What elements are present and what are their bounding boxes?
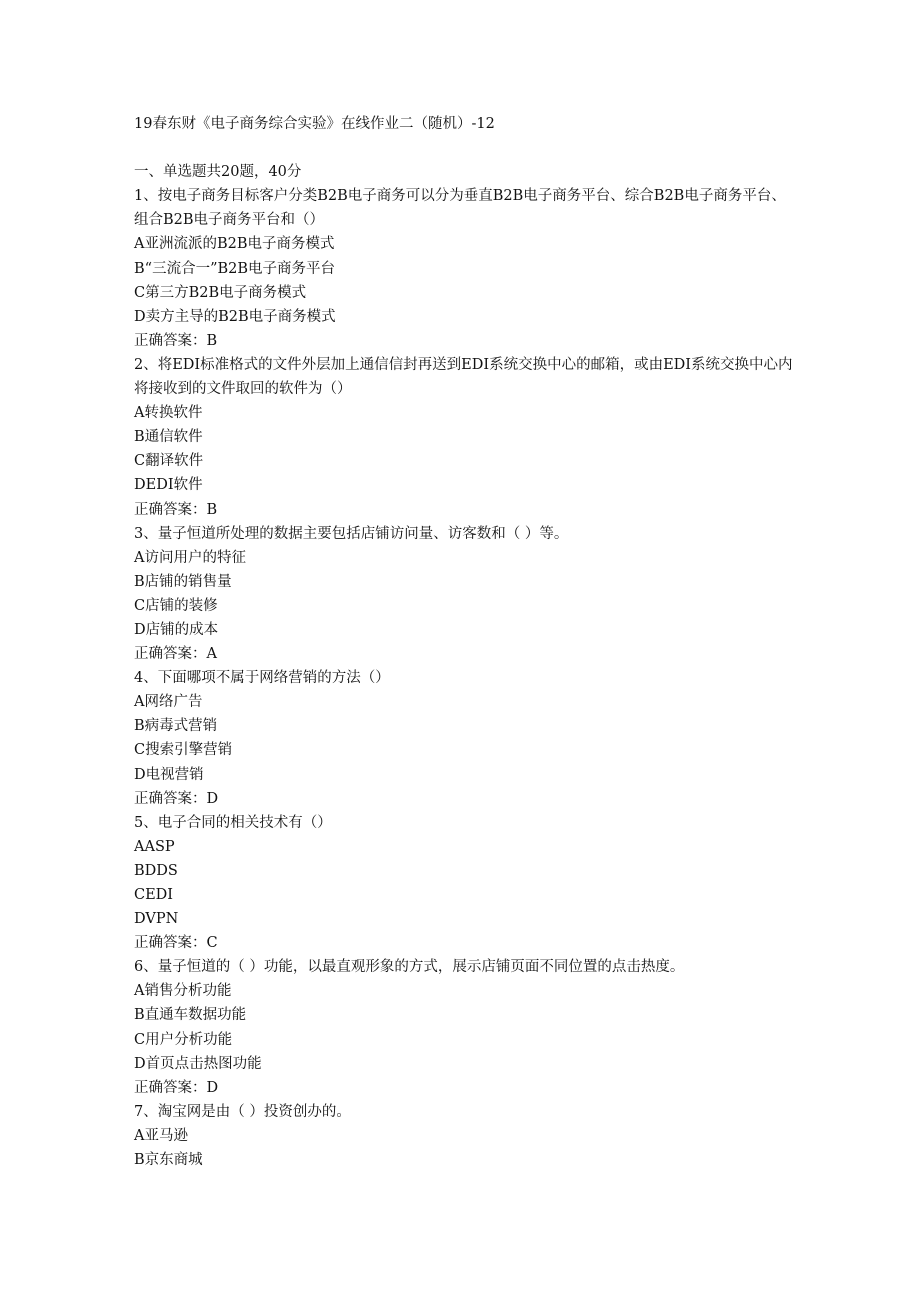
- correct-answer: 正确答案：A: [134, 646, 217, 663]
- option-c: C翻译软件: [134, 453, 204, 470]
- option-c: C第三方B2B电子商务模式: [134, 284, 307, 301]
- option-a: A访问用户的特征: [134, 549, 246, 566]
- option-d: D首页点击热图功能: [134, 1055, 262, 1072]
- option-c: C用户分析功能: [134, 1031, 233, 1048]
- correct-answer: 正确答案：B: [134, 332, 218, 349]
- question-block-5: [134, 811, 794, 956]
- option-a: AASP: [134, 838, 175, 855]
- correct-answer: 正确答案：B: [134, 501, 218, 518]
- option-b: B“三流合一”B2B电子商务平台: [134, 260, 336, 277]
- question-block-4: [134, 666, 794, 811]
- option-a: A转换软件: [134, 405, 203, 422]
- option-d: D店铺的成本: [134, 621, 219, 638]
- question-text: 6、量子恒道的（ ）功能，以最直观形象的方式，展示店铺页面不同位置的点击热度。: [134, 959, 685, 976]
- question-block-1: [134, 184, 794, 353]
- option-b: B京东商城: [134, 1152, 203, 1169]
- document-page: [134, 112, 794, 1172]
- document-title: 19春东财《电子商务综合实验》在线作业二（随机）-12: [134, 116, 495, 132]
- question-text: 7、淘宝网是由（ ）投资创办的。: [134, 1103, 351, 1120]
- correct-answer: 正确答案：D: [134, 790, 219, 807]
- option-c: CEDI: [134, 887, 174, 903]
- question-text: 4、下面哪项不属于网络营销的方法（）: [134, 670, 390, 687]
- option-a: A销售分析功能: [134, 983, 232, 1000]
- option-b: B病毒式营销: [134, 718, 218, 735]
- question-text: 3、量子恒道所处理的数据主要包括店铺访问量、访客数和（ ）等。: [134, 525, 569, 542]
- option-b: BDDS: [134, 862, 178, 879]
- question-block-2: [134, 353, 794, 522]
- section-heading: 一、单选题共20题，40分: [134, 164, 302, 181]
- option-a: A网络广告: [134, 694, 203, 711]
- title-spacer: [134, 136, 794, 160]
- option-a: A亚洲流派的B2B电子商务模式: [134, 236, 335, 253]
- question-block-6: [134, 955, 794, 1100]
- option-d: D卖方主导的B2B电子商务模式: [134, 308, 336, 325]
- option-c: C搜索引擎营销: [134, 742, 233, 759]
- question-text: 1、按电子商务目标客户分类B2B电子商务可以分为垂直B2B电子商务平台、综合B2B电子商务平台、组合B2B电子商务平台和（）: [134, 188, 786, 229]
- option-d: DVPN: [134, 911, 179, 928]
- question-block-3: [134, 522, 794, 667]
- option-b: B直通车数据功能: [134, 1007, 247, 1024]
- option-a: A亚马逊: [134, 1127, 188, 1144]
- correct-answer: 正确答案：C: [134, 935, 218, 952]
- question-block-7: [134, 1100, 794, 1172]
- option-d: DEDI软件: [134, 477, 203, 494]
- question-text: 5、电子合同的相关技术有（）: [134, 814, 332, 831]
- correct-answer: 正确答案：D: [134, 1079, 219, 1096]
- option-b: B店铺的销售量: [134, 573, 232, 590]
- option-b: B通信软件: [134, 429, 203, 446]
- question-text: 2、将EDI标准格式的文件外层加上通信信封再送到EDI系统交换中心的邮箱，或由EDI系统交换中心内将接收到的文件取回的软件为（）: [134, 356, 793, 398]
- option-c: C店铺的装修: [134, 597, 218, 614]
- option-d: D电视营销: [134, 766, 204, 783]
